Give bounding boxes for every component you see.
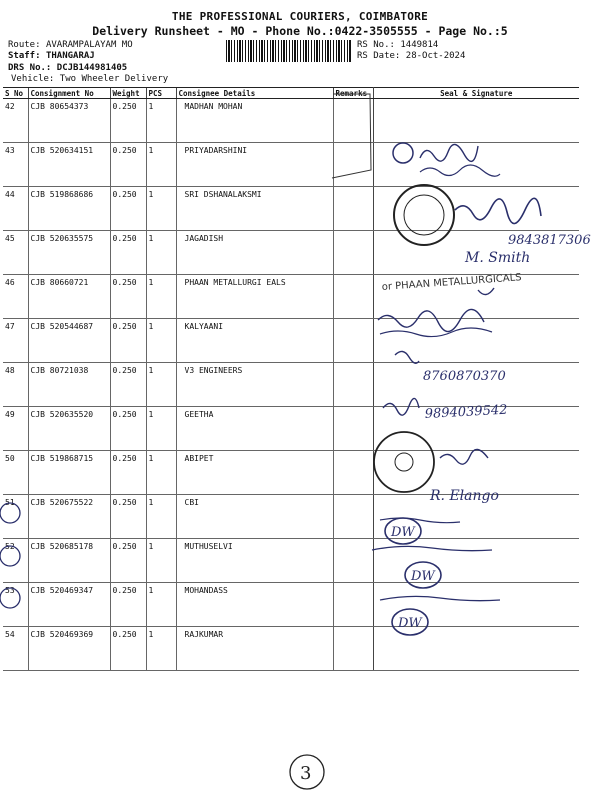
table-body [3,99,579,671]
row-seal-signature [373,451,579,495]
table-row [3,187,579,231]
table-row [3,363,579,407]
col-header-consignee: Consignee Details [176,88,333,99]
rs-date-label: RS Date: [357,51,401,61]
row-remarks [333,363,373,407]
row-weight: 0.250 [110,319,146,363]
row-sno: 44 [3,187,28,231]
row-pcs: 1 [146,495,176,539]
row-remarks [333,495,373,539]
row-weight: 0.250 [110,451,146,495]
page-circle [290,755,324,789]
row-consignee: MADHAN MOHAN [176,99,333,143]
row-seal-signature [373,99,579,143]
row-pcs: 1 [146,451,176,495]
row-seal-signature [373,319,579,363]
staff-value: THANGARAJ [45,51,95,61]
row-weight: 0.250 [110,627,146,671]
row-consignment-no: CJB 520544687 [28,319,110,363]
rs-no-value: 1449814 [400,40,439,50]
dw-mark-2: DW [411,569,435,584]
col-header-sno: S No [3,88,28,99]
row-weight: 0.250 [110,583,146,627]
table-row [3,495,579,539]
phaan-stamp: or PHAAN METALLURGICALS [381,272,522,293]
row-consignee: MUTHUSELVI [176,539,333,583]
staff-label: Staff: [8,51,41,61]
row-consignee: JAGADISH [176,231,333,275]
row-seal-signature [373,187,579,231]
row-weight: 0.250 [110,363,146,407]
row-pcs: 1 [146,363,176,407]
row-seal-signature [373,143,579,187]
row-consignment-no: CJB 520634151 [28,143,110,187]
table-row [3,539,579,583]
row-sno: 45 [3,231,28,275]
row-remarks [333,319,373,363]
row-pcs: 1 [146,319,176,363]
row-consignment-no: CJB 80721038 [28,363,110,407]
drs-label: DRS No.: [8,63,52,73]
table-row [3,275,579,319]
row-consignee: RAJKUMAR [176,627,333,671]
row-weight: 0.250 [110,143,146,187]
route-line [8,40,133,50]
signature-name-1: M. Smith [465,250,531,266]
row-remarks [333,187,373,231]
row-seal-signature [373,407,579,451]
vehicle-label: Vehicle: [11,74,55,84]
rs-no-line [357,40,438,50]
row-remarks [333,275,373,319]
row-consignment-no: CJB 80654373 [28,99,110,143]
dw-mark-3: DW [398,616,422,631]
row-weight: 0.250 [110,495,146,539]
col-header-seal: Seal & Signature [373,88,579,99]
delivery-table [3,87,579,671]
row-seal-signature [373,627,579,671]
row-seal-signature [373,363,579,407]
row-sno: 50 [3,451,28,495]
row-sno: 54 [3,627,28,671]
row-consignee: GEETHA [176,407,333,451]
table-row [3,319,579,363]
row-sno: 43 [3,143,28,187]
row-sno: 49 [3,407,28,451]
row-consignee: CBI [176,495,333,539]
col-header-weight: Weight [110,88,146,99]
row-pcs: 1 [146,627,176,671]
table-row [3,143,579,187]
row-sno: 48 [3,363,28,407]
rs-date-value: 28-Oct-2024 [405,51,466,61]
row-remarks [333,99,373,143]
table-header-row [3,88,579,99]
row-pcs: 1 [146,407,176,451]
row-consignment-no: CJB 520469369 [28,627,110,671]
row-consignee: PHAAN METALLURGI EALS [176,275,333,319]
row-pcs: 1 [146,583,176,627]
row-sno: 42 [3,99,28,143]
row-consignment-no: CJB 520635520 [28,407,110,451]
row-consignment-no: CJB 520635575 [28,231,110,275]
row-seal-signature [373,231,579,275]
route-value: AVARAMPALAYAM MO [45,40,133,50]
row-weight: 0.250 [110,187,146,231]
row-consignee: PRIYADARSHINI [176,143,333,187]
table-row [3,407,579,451]
phone-annotation-1: 9843817306 [508,233,591,248]
table-row [3,627,579,671]
row-remarks [333,627,373,671]
row-sno: 53 [3,583,28,627]
col-header-consignment: Consignment No [28,88,110,99]
page-circle-number: 3 [300,763,312,784]
row-weight: 0.250 [110,407,146,451]
row-remarks [333,231,373,275]
staff-line [8,51,95,61]
table-row [3,583,579,627]
drs-value: DCJB144981405 [56,63,128,73]
row-sno: 52 [3,539,28,583]
row-seal-signature [373,275,579,319]
rs-date-line [357,51,465,61]
table-row [3,451,579,495]
col-header-pcs: PCS [146,88,176,99]
route-label: Route: [8,40,41,50]
table-row [3,99,579,143]
row-pcs: 1 [146,231,176,275]
row-sno: 51 [3,495,28,539]
row-seal-signature [373,539,579,583]
row-weight: 0.250 [110,231,146,275]
row-consignment-no: CJB 520675522 [28,495,110,539]
row-consignee: ABIPET [176,451,333,495]
row-sno: 47 [3,319,28,363]
row-sno: 46 [3,275,28,319]
row-seal-signature [373,583,579,627]
phone-annotation-3: 9894039542 [424,402,508,422]
row-pcs: 1 [146,187,176,231]
vehicle-value: Two Wheeler Delivery [59,74,169,84]
row-consignment-no: CJB 520685178 [28,539,110,583]
row-consignment-no: CJB 80660721 [28,275,110,319]
row-seal-signature [373,495,579,539]
row-consignee: V3 ENGINEERS [176,363,333,407]
row-consignee: MOHANDASS [176,583,333,627]
row-consignment-no: CJB 519868715 [28,451,110,495]
phone-annotation-2: 8760870370 [423,369,506,384]
row-consignment-no: CJB 519868686 [28,187,110,231]
row-consignee: SRI DSHANALAKSMI [176,187,333,231]
dw-mark-1: DW [391,525,415,540]
table-row [3,231,579,275]
row-remarks [333,407,373,451]
runsheet-title: Delivery Runsheet - MO - Phone No.:0422-3505555 - Page No.:5 [92,24,508,38]
col-header-remarks: Remarks [333,88,373,99]
row-remarks [333,583,373,627]
drs-line [8,63,127,73]
row-pcs: 1 [146,275,176,319]
row-consignee: KALYAANI [176,319,333,363]
rs-no-label: RS No.: [357,40,395,50]
vehicle-line [11,74,168,84]
company-name: THE PROFESSIONAL COURIERS, COIMBATORE [171,10,429,23]
row-pcs: 1 [146,143,176,187]
row-remarks [333,143,373,187]
row-consignment-no: CJB 520469347 [28,583,110,627]
row-remarks [333,539,373,583]
row-weight: 0.250 [110,539,146,583]
row-remarks [333,451,373,495]
barcode [226,40,351,62]
row-weight: 0.250 [110,275,146,319]
row-pcs: 1 [146,539,176,583]
signature-name-2: R. Elango [430,488,499,504]
row-weight: 0.250 [110,99,146,143]
row-pcs: 1 [146,99,176,143]
